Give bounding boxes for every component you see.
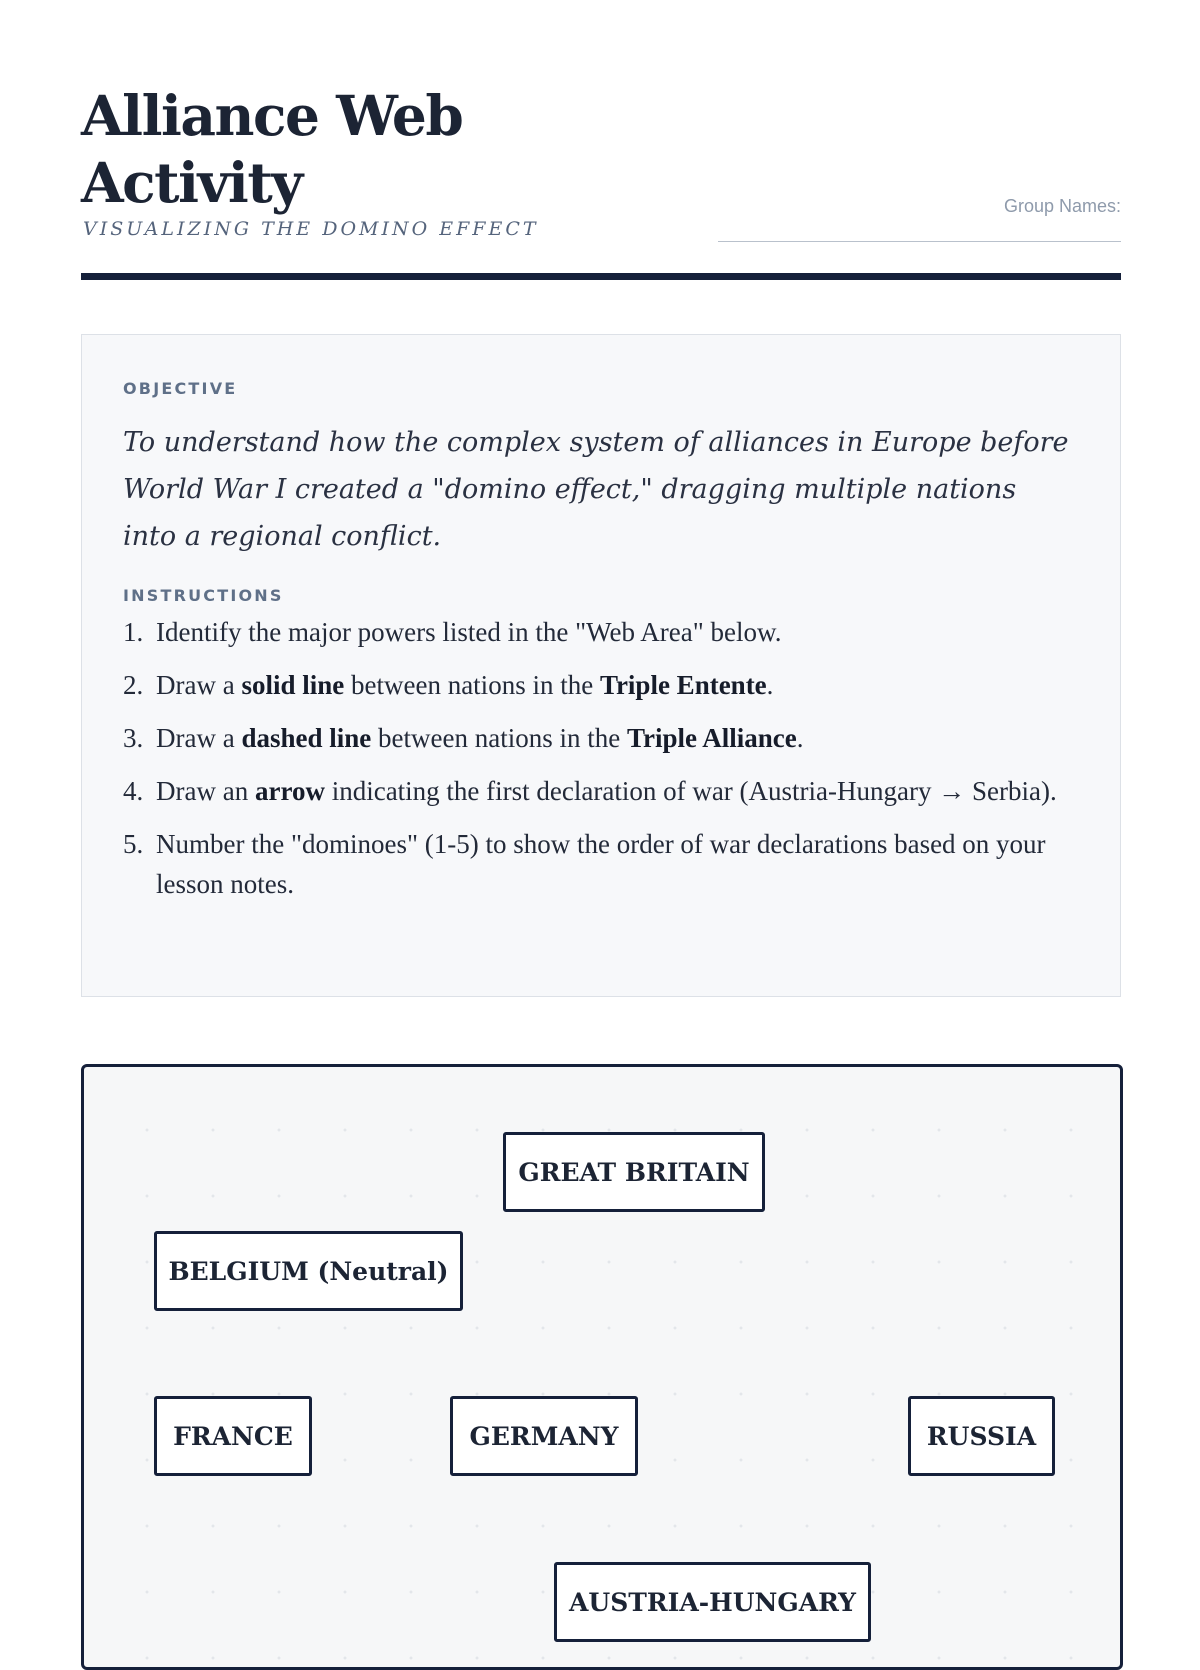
step-text: Draw a solid line between nations in the Triple Entente.	[156, 670, 774, 700]
instruction-step	[123, 771, 1073, 811]
instruction-step	[123, 824, 1073, 904]
instructions-label: INSTRUCTIONS	[123, 586, 284, 605]
web-area[interactable]	[81, 1064, 1123, 1670]
step-text: Draw a dashed line between nations in the Triple Alliance.	[156, 723, 804, 753]
instruction-step	[123, 612, 1073, 652]
objective-label: OBJECTIVE	[123, 379, 238, 398]
step-number: 1.	[123, 617, 144, 647]
nation-germany[interactable]: GERMANY	[450, 1396, 638, 1476]
objective-text: To understand how the complex system of alliances in Europe before World War I created a "domino effect," dragging multiple nations into a regional conflict.	[123, 427, 1069, 552]
nation-great-britain[interactable]: GREAT BRITAIN	[503, 1132, 765, 1212]
step-number: 3.	[123, 723, 144, 753]
worksheet-subtitle: VISUALIZING THE DOMINO EFFECT	[83, 218, 539, 240]
step-number: 4.	[123, 776, 144, 806]
instruction-step	[123, 665, 1073, 705]
step-text: Identify the major powers listed in the "Web Area" below.	[156, 617, 782, 647]
instructions-panel	[81, 334, 1121, 997]
group-names-label: Group Names:	[1003, 196, 1121, 216]
nation-france[interactable]: FRANCE	[154, 1396, 312, 1476]
nation-belgium[interactable]: BELGIUM (Neutral)	[154, 1231, 463, 1311]
instructions-list	[123, 612, 1073, 917]
step-text: Number the "dominoes" (1-5) to show the order of war declarations based on your lesson notes.	[156, 829, 1046, 899]
group-names-write-line[interactable]	[718, 241, 1121, 242]
step-text: Draw an arrow indicating the first declaration of war (Austria-Hungary → Serbia).	[156, 776, 1057, 806]
instruction-step	[123, 718, 1073, 758]
worksheet-title: Alliance Web Activity	[81, 83, 463, 215]
header-divider	[81, 273, 1121, 280]
step-number: 2.	[123, 670, 144, 700]
step-number: 5.	[123, 829, 144, 859]
nation-russia[interactable]: RUSSIA	[908, 1396, 1055, 1476]
nation-austria-hungary[interactable]: AUSTRIA-HUNGARY	[554, 1562, 871, 1642]
